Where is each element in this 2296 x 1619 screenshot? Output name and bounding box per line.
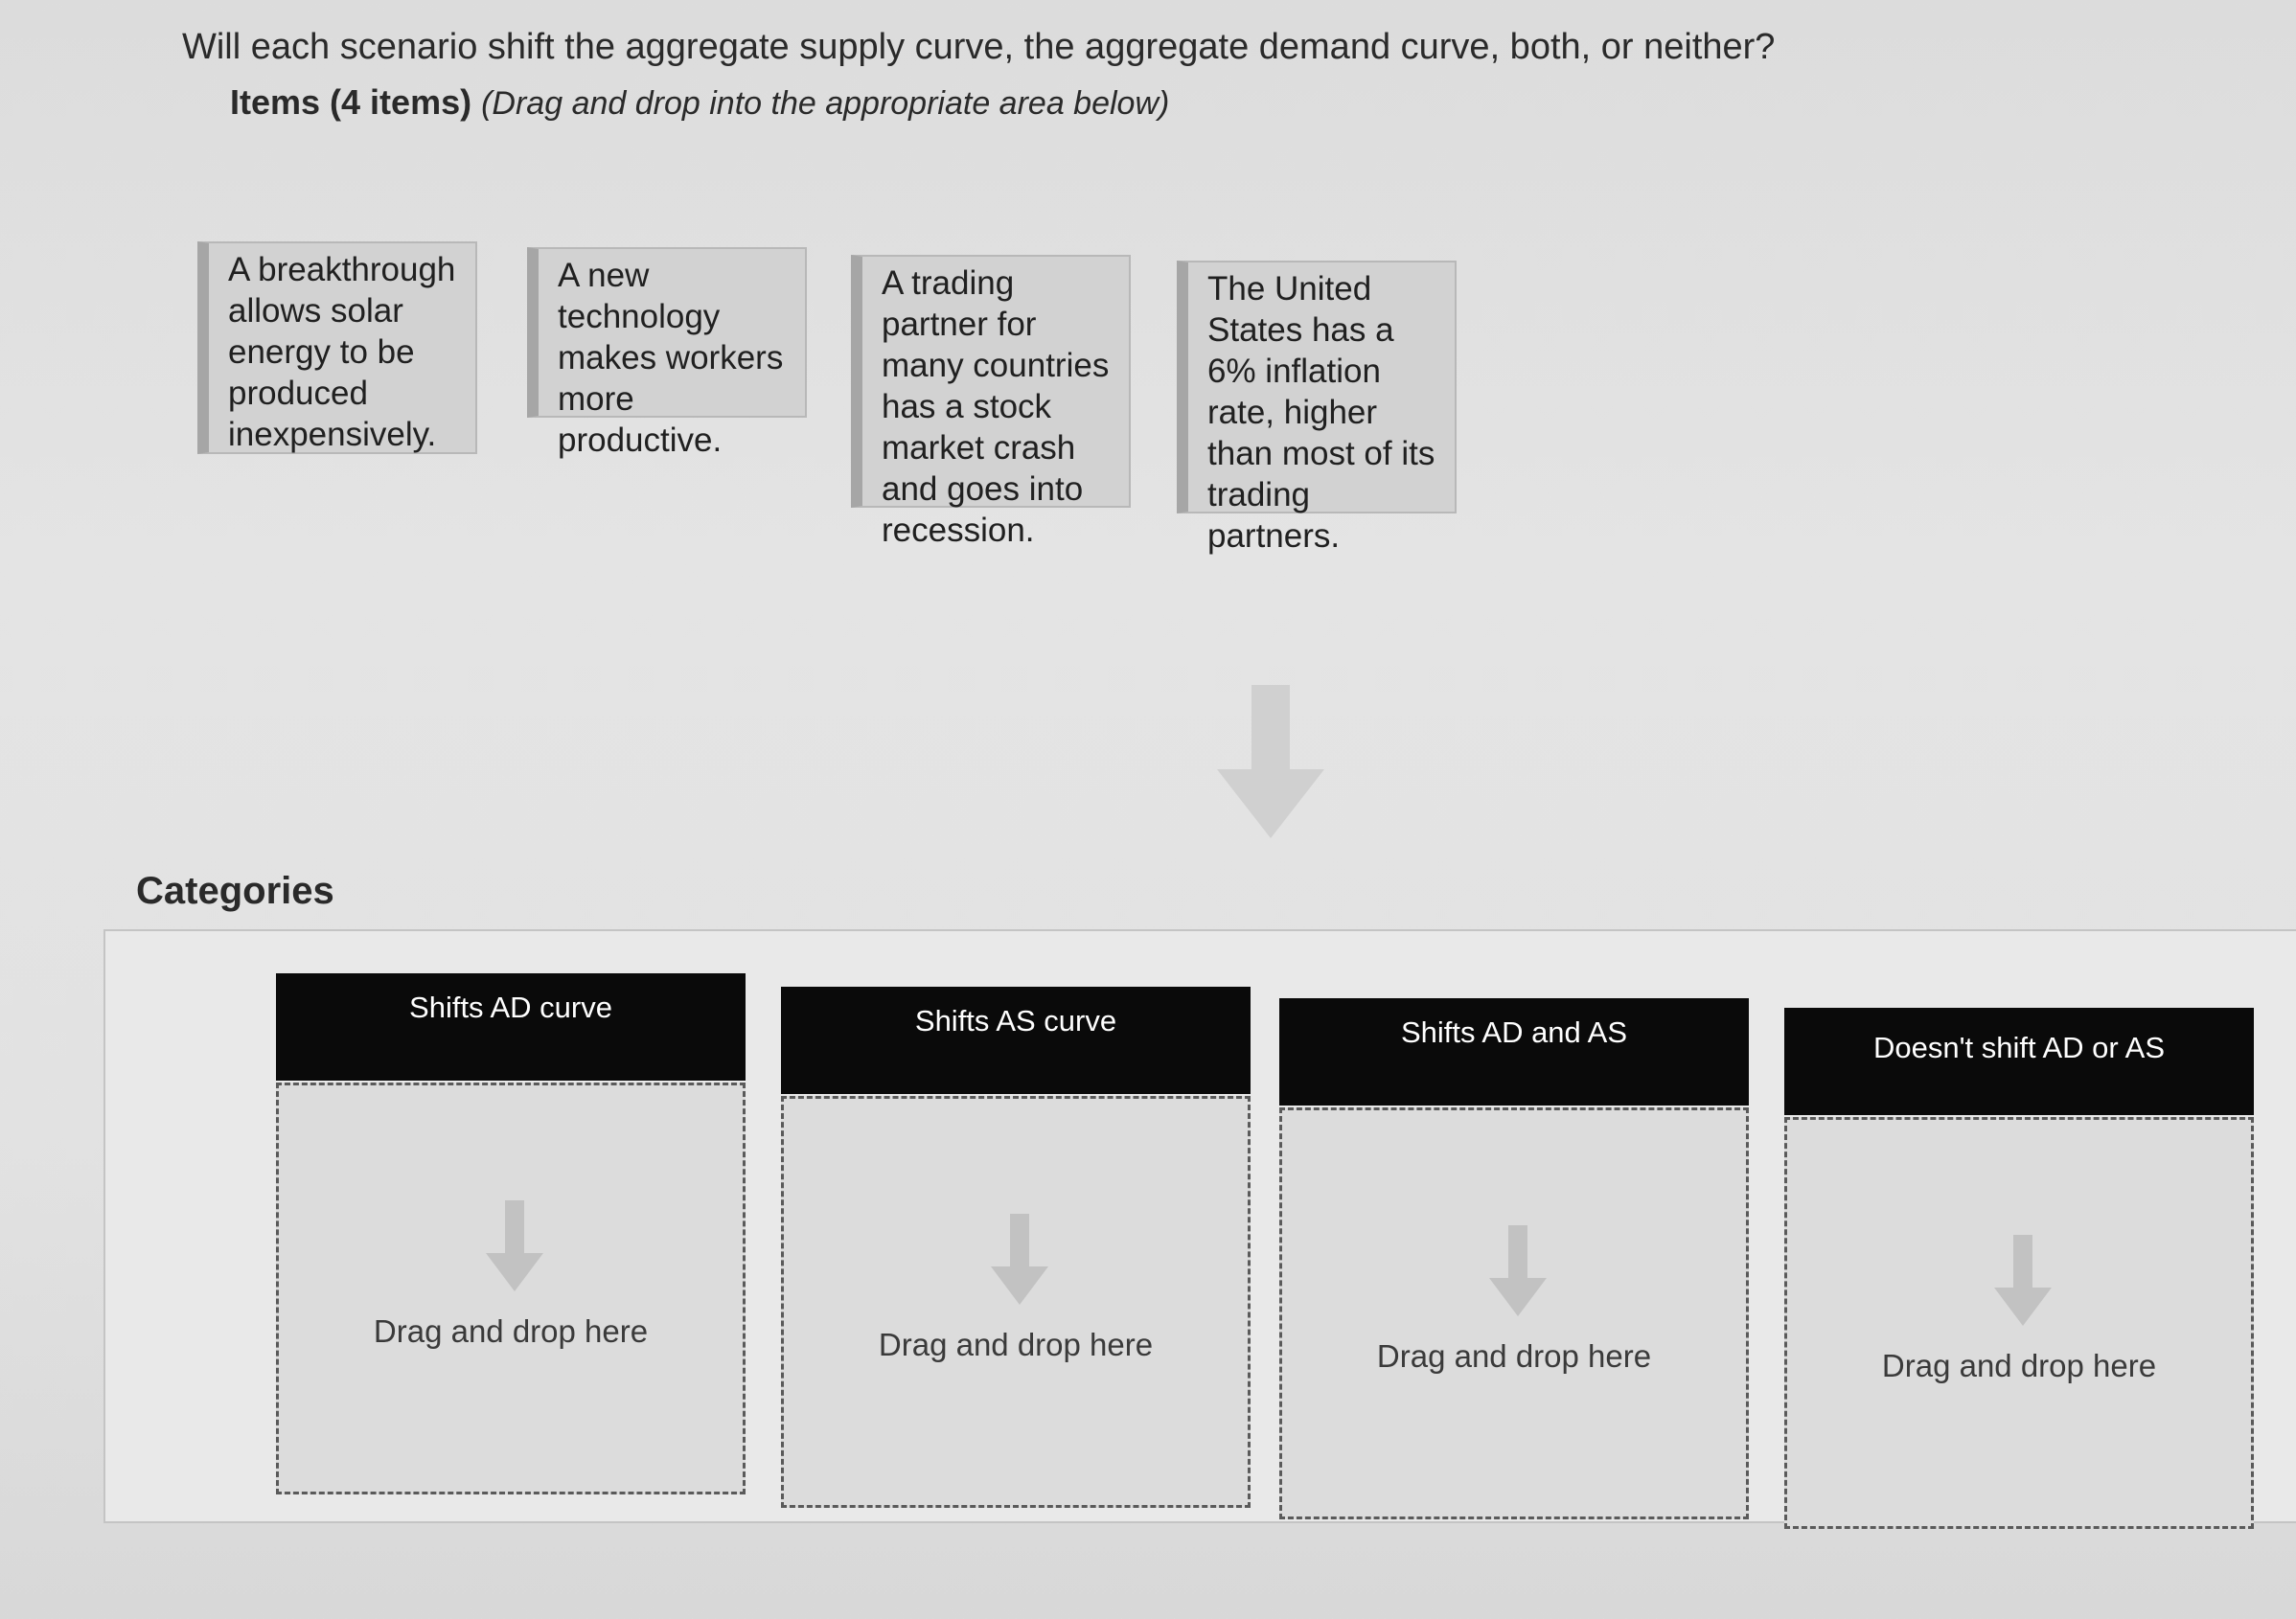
drop-hint: Drag and drop here — [878, 1327, 1154, 1362]
category-header: Shifts AS curve — [781, 987, 1251, 1094]
down-arrow-icon — [1489, 1225, 1547, 1316]
drop-zone[interactable] — [276, 1083, 746, 1494]
down-arrow-icon — [1217, 685, 1324, 838]
items-count-label: Items (4 items) — [230, 82, 472, 122]
drop-hint: Drag and drop here — [373, 1313, 649, 1349]
question-text: Will each scenario shift the aggregate supply curve, the aggregate demand curve, both, or neither? — [182, 27, 1776, 67]
category-shifts-ad — [276, 973, 746, 1510]
draggable-item-card[interactable]: A new technology makes workers more productive. — [527, 247, 807, 418]
category-header: Doesn't shift AD or AS — [1784, 1008, 2254, 1115]
draggable-item-card[interactable]: A trading partner for many countries has a stock market crash and goes into recession. — [851, 255, 1131, 508]
draggable-item-card[interactable]: The United States has a 6% inflation rate, higher than most of its trading partners. — [1177, 261, 1457, 513]
down-arrow-icon — [1994, 1235, 2052, 1326]
category-header: Shifts AD curve — [276, 973, 746, 1081]
category-shifts-neither — [1784, 1008, 2254, 1544]
draggable-item-card[interactable]: A breakthrough allows solar energy to be produced inexpensively. — [197, 241, 477, 454]
drop-zone[interactable] — [1784, 1117, 2254, 1529]
category-header: Shifts AD and AS — [1279, 998, 1749, 1106]
category-shifts-ad-and-as — [1279, 998, 1749, 1535]
drop-hint: Drag and drop here — [1376, 1338, 1652, 1374]
category-shifts-as — [781, 987, 1251, 1523]
drop-zone[interactable] — [1279, 1107, 1749, 1519]
items-header — [230, 82, 1169, 123]
categories-title: Categories — [136, 870, 334, 912]
down-arrow-icon — [486, 1200, 543, 1291]
items-hint: (Drag and drop into the appropriate area below) — [481, 85, 1170, 122]
drop-zone[interactable] — [781, 1096, 1251, 1508]
drop-hint: Drag and drop here — [1881, 1348, 2157, 1383]
down-arrow-icon — [991, 1214, 1048, 1305]
